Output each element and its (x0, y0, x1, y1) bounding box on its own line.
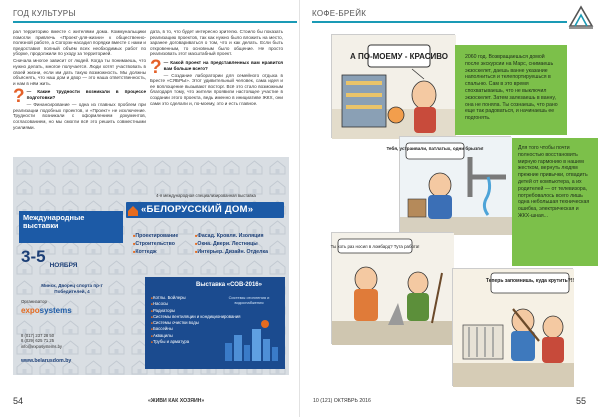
house-logo-icon (126, 202, 140, 218)
caption-box-2: Для того чтобы почти полностью восстановить мирную гармонию в нашем жестком, вернуть людям прежние привычки, отвадить детей от компьютера, а их родителей — от телевизора, потребовалось всего лишь одна небольшая техническая ошибка, электрическая и ЖКХ-шная... (512, 138, 598, 266)
ad-phone: 8 (029) 625 71 25 (21, 338, 55, 344)
article-column-2 (150, 29, 283, 108)
question-mark-icon: ? (13, 86, 25, 108)
cartoon-painting (331, 34, 455, 138)
question-text: — Какой проект на представленных вам нравится вам больше всего? (163, 59, 283, 71)
cartoon-speech-text: Теперь запомнишь, куда крутить?!! (485, 278, 575, 284)
header-rule-left (13, 21, 297, 23)
ad-feature: ■ Проектирование (133, 232, 178, 240)
header-rule-right (312, 21, 567, 23)
ad-features-list (195, 232, 268, 257)
cartoon-workers (331, 232, 453, 344)
sob-item: ■ Трубы и арматура (151, 339, 241, 345)
question-text: — Какие трудности возникали в процессе подготовки? (26, 89, 146, 101)
cartoon-plumber-illustration (386, 137, 512, 235)
organizer-logo-b: systems (39, 306, 72, 315)
caption-box-1: 2060 год. Возвращаешься домой после экскурсии на Марс, снимаешь экзоскелет, даешь ванне указание наполниться и телепортируешься в спальню. Сам в это время спохватываешь, что не выключил экзоскелет. Затем залезаешь в ванну, она не поняла. Ты сознаешь, что рано еще так радоваться, и начинаешь ее подгонять. (455, 45, 567, 135)
sob-item: ■ Бассейны (151, 326, 241, 332)
sob-item: ■ Аквацилы (151, 333, 241, 339)
running-head-right: КОФЕ-БРЕЙК (312, 9, 367, 18)
sob-item: ■ Радиаторы (151, 308, 241, 314)
interview-answer: — Создание лаборатории для семейного отдыха в Бресте «СЯБРЫ». Этот удивительный человек, сама идея и ее воплощение вызывают восторг. Всё это стало возможным благодаря тому, что жители проявили настоящее участие в создании этого проекта, ведь именно в инициативе ЖКХ, они сами это сделали и, по-моему, это и есть главное. (150, 72, 283, 106)
page-number-left: 54 (13, 396, 24, 406)
cartoon-workers-illustration (332, 233, 454, 345)
interview-question (13, 86, 146, 108)
article-paragraph: Сначала многое зависит от людей. Когда ты понимаешь, что нужно делать, многое получается. Люди хотят участвовать в своей жизни, если им дать такую возможность. Мы должны объяснять, что наш дом и двор — это наша ответственность, и нам в нём жить. (13, 58, 146, 86)
organizer-logo (21, 306, 72, 315)
exhibition-advertisement (13, 157, 289, 375)
ad-feature: ■ Коттедж (133, 248, 178, 256)
article-paragraph: рал территорию вместе с жителями дома. Коммунальщики помогли привлечь «Проект-для-жизни» к общественно-полезной работе, а Согорэк-насадил порядки вместе с нами и предоставил полный объём всех необходимых работ по уборке, продолжили по уходу за территорией. (13, 29, 146, 57)
article-column-1 (13, 29, 146, 132)
article-paragraph: дата, в то, что будет интересно зрителю. Стоило бы показать реализацию проектов, так как нужно было вложить на место, заранее договариваться о том, что и как делать. Если быть откровенным, то основным было общение. Не просто реализовать этот масштабный проект. (150, 29, 283, 57)
cartoon-speech-text: Ты хоть раз носил в ломбард? Тута работа! (330, 244, 420, 249)
ad-title: Международные выставки (23, 213, 85, 231)
page-number-right: 55 (575, 396, 586, 406)
ad-phone: 8 (017) 237 28 50 (21, 333, 55, 338)
ad-brand-name: «БЕЛОРУССКИЙ ДОМ» (141, 204, 254, 215)
ad-feature: ■ Окна. Двери. Лестницы (195, 240, 268, 248)
sob-item: ■ Котлы. Бойлеры (151, 295, 241, 301)
cartoon-painting-illustration (332, 35, 456, 139)
ad-website-link[interactable]: www.belarusdom.by (21, 358, 72, 364)
ad-email: info@exposystems.by (21, 343, 63, 349)
cartoon-speech-text: Тебя, устраивали, патлатых, одни брызги! (386, 146, 484, 151)
cartoon-radiator-illustration (453, 269, 574, 387)
sob-item: ■ Насосы (151, 301, 241, 307)
footer-magazine-title: «ЖИВИ КАК ХОЗЯИН» (148, 398, 205, 404)
ad-feature: ■ Фасад. Кровля. Изоляция (195, 232, 268, 240)
cartoon-radiator (452, 268, 573, 386)
ad-month: НОЯБРЯ (49, 262, 78, 269)
ad-venue: Минск, Дворец спорта пр-т Победителей, 4 (41, 283, 103, 294)
ad-subtitle: 4-я международная специализированная выставка (156, 193, 256, 198)
footer-issue-date: 10 (121) ОКТЯБРЬ 2016 (313, 398, 371, 404)
ad-feature: ■ Строительство (133, 240, 178, 248)
ad-contacts (21, 333, 62, 349)
ad-feature: ■ Интерьер. Дизайн. Отделка (195, 248, 268, 256)
cartoon-plumber (386, 136, 511, 234)
organizer-logo-a: expo (21, 306, 40, 315)
interview-question (150, 56, 283, 78)
sob-exhibition-title: Выставка «СОВ-2016» (196, 282, 262, 288)
ad-organizer-label: Организатор (21, 299, 47, 304)
interview-answer: — Финансирование — одна из главных проблем при реализации подобных проектов, и «Проект» не исключение. Трудности возникали с оформлением документов, согласованием, но мы смогли всё это решить совместными усилиями. (13, 102, 146, 130)
right-page (300, 0, 600, 417)
sob-item: ■ Системы вентиляции и кондиционирования (151, 314, 241, 320)
ad-features-list (133, 232, 178, 257)
sob-item: ■ Системы очистки воды (151, 320, 241, 326)
running-head-left: ГОД КУЛЬТУРЫ (13, 9, 76, 18)
ad-dates (21, 249, 77, 269)
magazine-logo-icon (568, 4, 594, 30)
question-mark-icon: ? (150, 56, 162, 78)
cartoon-sign-text: А ПО-МОЕМУ - КРАСИВО (349, 52, 449, 61)
ad-date-range: 3-5 (21, 247, 46, 266)
sob-systems-label: Системы отопления и водоснабжения (228, 295, 270, 305)
city-skyline-icon (223, 315, 279, 363)
